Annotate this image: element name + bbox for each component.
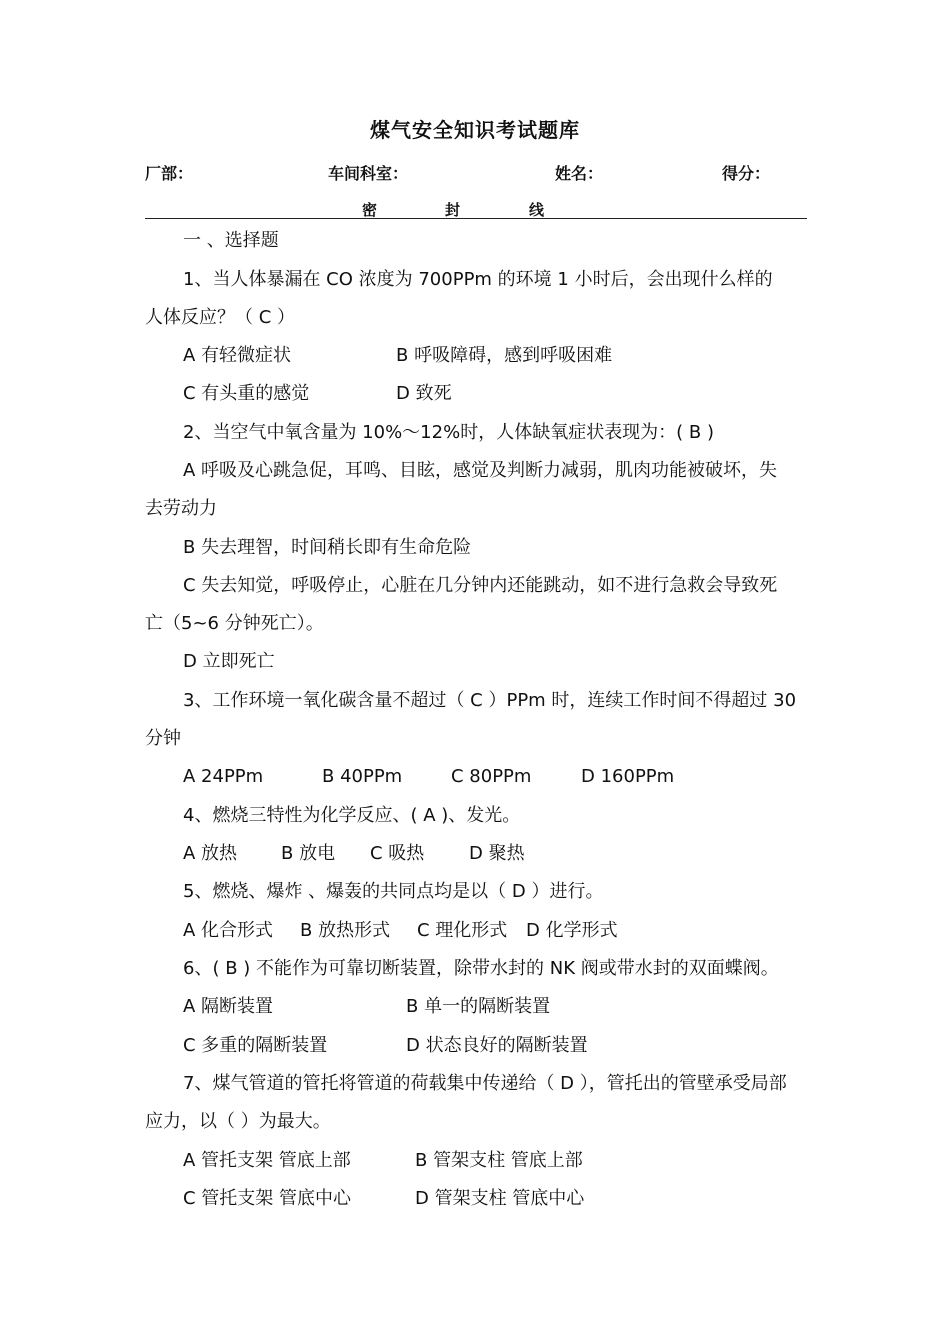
q1-text: 1、当人体暴漏在 CO 浓度为 700PPm 的环境 1 小时后，会出现什么样的 xyxy=(183,269,773,290)
q5-text: 5、燃烧、爆炸 、爆轰的共同点均是以（ D ）进行。 xyxy=(183,881,604,902)
q1-option-a: A 有轻微症状 xyxy=(183,345,292,366)
q7-option-a: A 管托支架 管底上部 xyxy=(183,1150,351,1171)
seal-char-2: 封 xyxy=(445,201,461,219)
workshop-label: 车间科室： xyxy=(328,164,409,183)
q5-option-c: C 理化形式 xyxy=(417,920,508,941)
q2-option-a-cont: 去劳动力 xyxy=(145,498,217,519)
q5-option-b: B 放热形式 xyxy=(300,920,391,941)
seal-line xyxy=(145,218,807,219)
q4-option-a: A 放热 xyxy=(183,843,238,864)
q6-option-b: B 单一的隔断装置 xyxy=(406,996,551,1017)
q2-text: 2、当空气中氧含量为 10%～12%时，人体缺氧症状表现为：( B ) xyxy=(183,422,715,443)
q3-option-c: C 80PPm xyxy=(451,766,532,787)
q7-option-c: C 管托支架 管底中心 xyxy=(183,1188,352,1209)
q5-option-d: D 化学形式 xyxy=(526,920,618,941)
q3-option-a: A 24PPm xyxy=(183,766,264,787)
q1-option-b: B 呼吸障碍，感到呼吸困难 xyxy=(396,345,613,366)
q2-option-b: B 失去理智，时间稍长即有生命危险 xyxy=(183,537,472,558)
q4-option-d: D 聚热 xyxy=(469,843,525,864)
q3-text-cont: 分钟 xyxy=(145,728,181,749)
page-title: 煤气安全知识考试题库 xyxy=(370,118,580,142)
q2-option-c-cont: 亡（5~6 分钟死亡）。 xyxy=(145,613,324,634)
q3-option-b: B 40PPm xyxy=(322,766,403,787)
name-label: 姓名： xyxy=(555,164,604,183)
factory-label: 厂部： xyxy=(145,164,194,183)
q7-option-b: B 管架支柱 管底上部 xyxy=(415,1150,583,1171)
q2-option-c: C 失去知觉，呼吸停止，心脏在几分钟内还能跳动，如不进行急救会导致死 xyxy=(183,575,778,596)
q3-text: 3、工作环境一氧化碳含量不超过（ C ）PPm 时，连续工作时间不得超过 30 xyxy=(183,690,797,711)
q2-option-a: A 呼吸及心跳急促，耳鸣、目眩，感觉及判断力减弱，肌肉功能被破坏，失 xyxy=(183,460,778,481)
q7-option-d: D 管架支柱 管底中心 xyxy=(415,1188,585,1209)
q2-option-d: D 立即死亡 xyxy=(183,651,275,672)
q4-option-c: C 吸热 xyxy=(370,843,425,864)
q1-option-d: D 致死 xyxy=(396,383,452,404)
q5-option-a: A 化合形式 xyxy=(183,920,274,941)
q4-option-b: B 放电 xyxy=(281,843,336,864)
section-heading: 一 、选择题 xyxy=(183,230,279,251)
q6-option-d: D 状态良好的隔断装置 xyxy=(406,1035,588,1056)
q6-option-c: C 多重的隔断装置 xyxy=(183,1035,328,1056)
seal-char-1: 密 xyxy=(362,201,378,219)
score-label: 得分： xyxy=(722,164,771,183)
q1-option-c: C 有头重的感觉 xyxy=(183,383,310,404)
seal-char-3: 线 xyxy=(529,201,545,219)
q6-text: 6、( B ) 不能作为可靠切断装置，除带水封的 NK 阀或带水封的双面蝶阀。 xyxy=(183,958,779,979)
q7-text: 7、煤气管道的管托将管道的荷载集中传递给（ D ），管托出的管壁承受局部 xyxy=(183,1073,787,1094)
q6-option-a: A 隔断装置 xyxy=(183,996,274,1017)
q1-text-cont: 人体反应？（ C ） xyxy=(145,307,296,328)
q7-text-cont: 应力，以（ ）为最大。 xyxy=(145,1111,331,1132)
q4-text: 4、燃烧三特性为化学反应、( A )、发光。 xyxy=(183,805,521,826)
q3-option-d: D 160PPm xyxy=(581,766,675,787)
